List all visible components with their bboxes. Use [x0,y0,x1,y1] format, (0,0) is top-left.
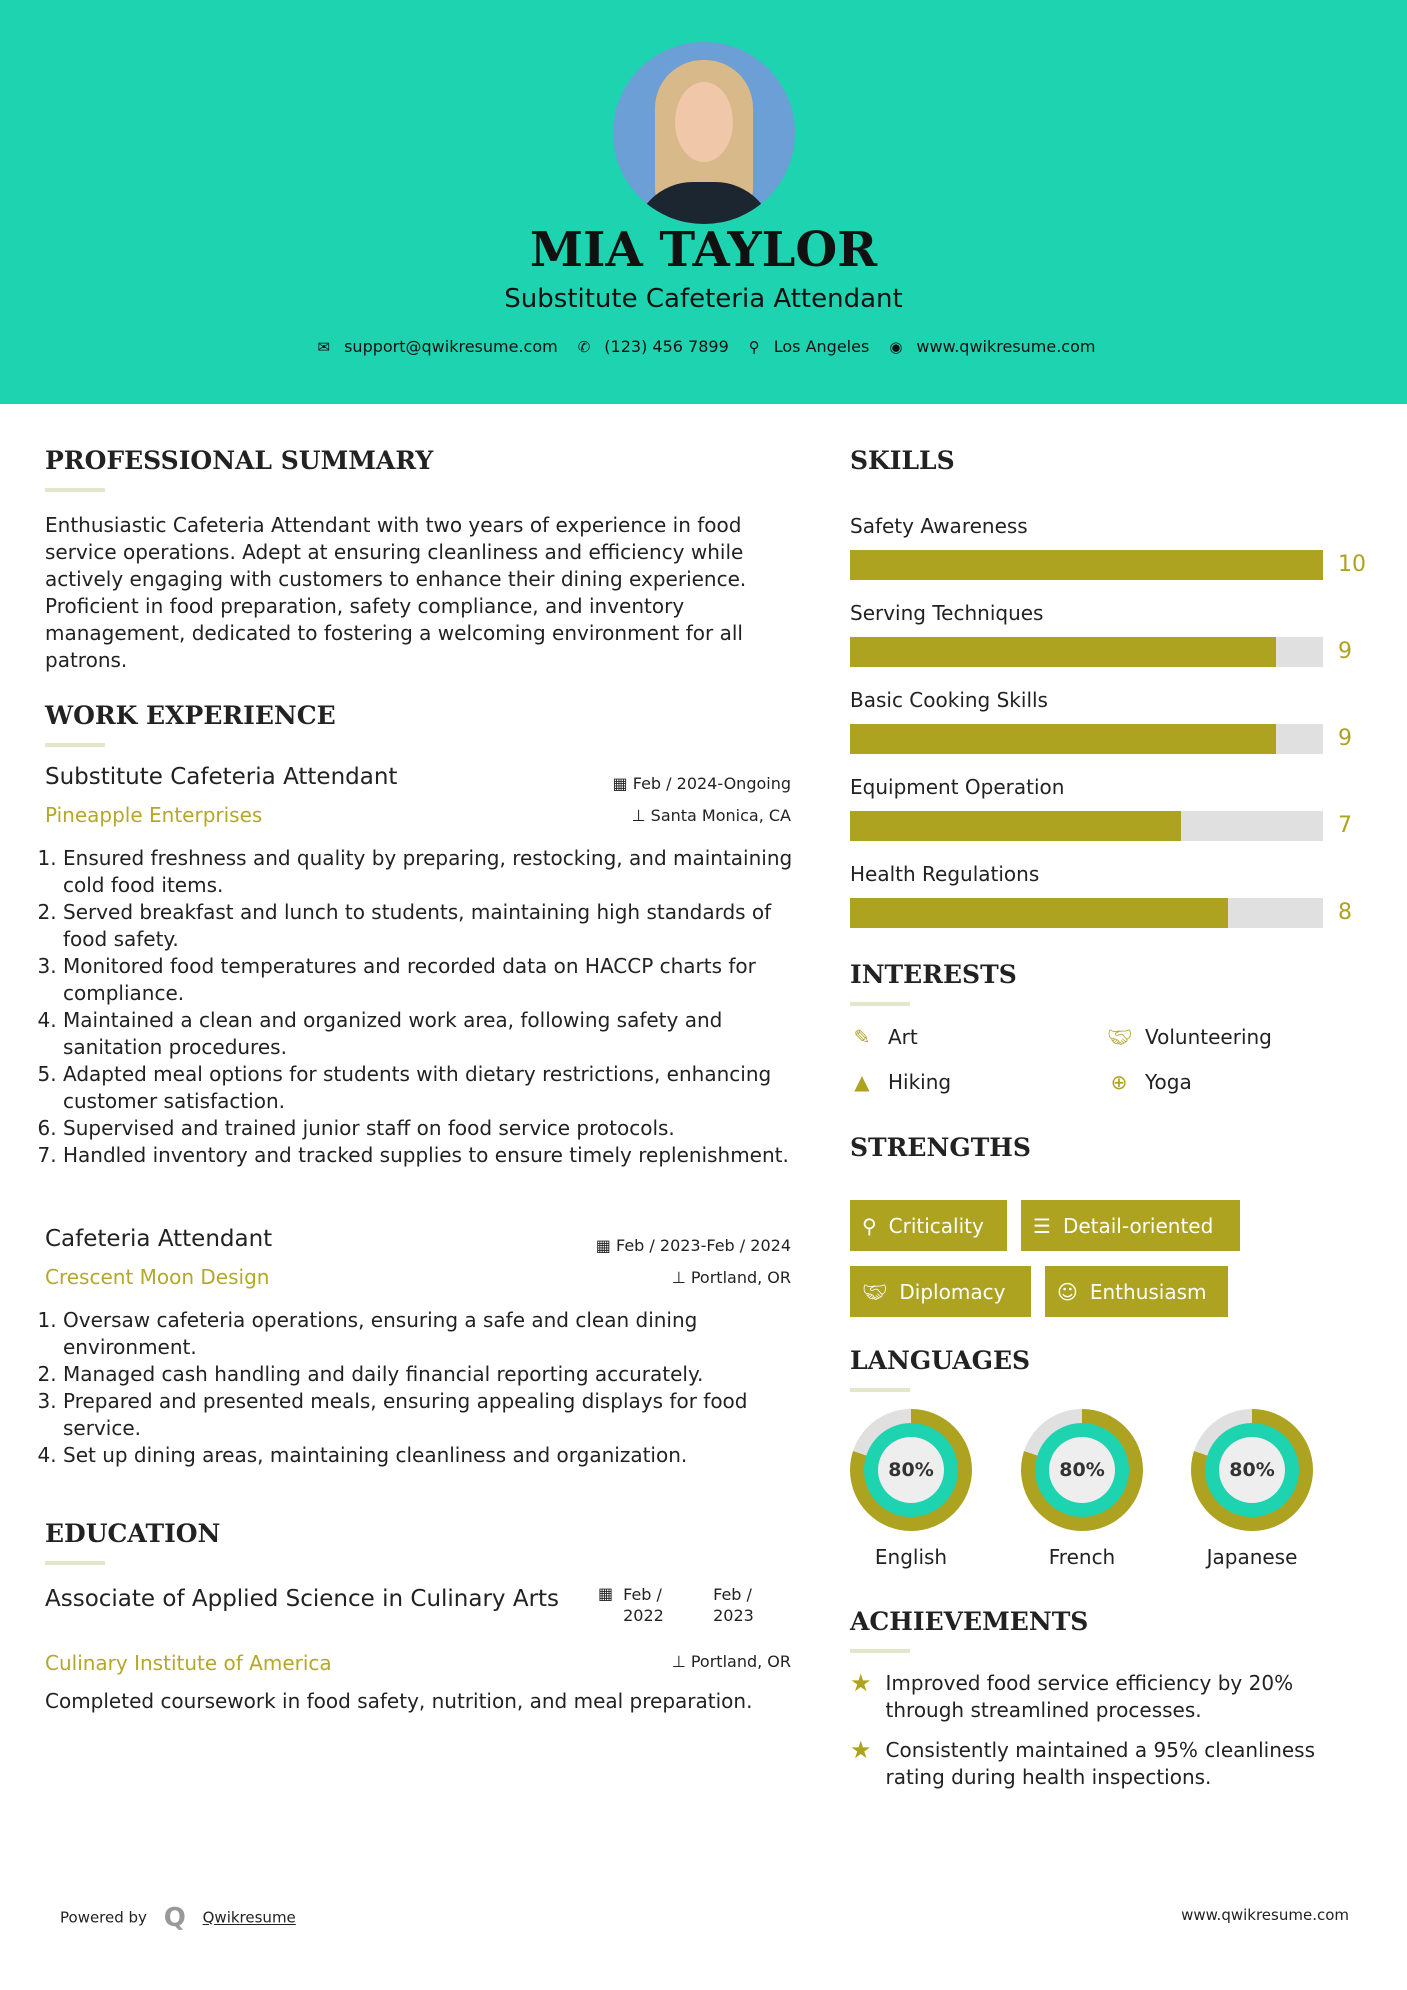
interest-hiking [850,1070,951,1094]
skill-bar [850,898,1323,928]
achievement-item [850,1737,1350,1791]
language-item [1191,1409,1313,1569]
skill-bar-fill [850,811,1181,841]
achievements-heading: ACHIEVEMENTS [850,1607,1089,1636]
map-marker-icon: ⚲ [748,337,760,356]
education-heading: EDUCATION [45,1519,221,1548]
calendar-icon: ▦ [612,774,633,793]
email[interactable]: support@qwikresume.com [344,337,558,356]
list-icon: ☰ [1033,1213,1051,1238]
skill-bar [850,637,1323,667]
skill-label: Basic Cooking Skills [850,688,1048,712]
strength-chip [850,1200,1007,1251]
language-name: Japanese [1206,1545,1298,1569]
bullet: 1. Ensured freshness and quality by preparing, restocking, and maintaining cold food items. [63,845,795,899]
skill-label: Safety Awareness [850,514,1028,538]
divider [850,1649,910,1653]
degree: Associate of Applied Science in Culinary Arts [45,1586,560,1612]
education-dates [598,1584,773,1626]
calendar-icon: ▦ [595,1236,616,1255]
strength-chip [850,1266,1031,1317]
phone: (123) 456 7899 [604,337,729,356]
language-donut [850,1409,972,1531]
language-name: French [1048,1545,1116,1569]
contact-bar [0,337,1407,356]
interest-label: Yoga [1145,1070,1192,1094]
divider [850,1002,910,1006]
end-date: Feb / 2023 [713,1585,754,1625]
start-date: Feb / 2022 [623,1585,664,1625]
school: Culinary Institute of America [45,1651,332,1675]
education-location: ⊥ Portland, OR [671,1652,791,1671]
skill-bar-fill [850,898,1228,928]
job-location: ⊥ Portland, OR [671,1268,791,1287]
interest-art [850,1025,918,1049]
bullet: 4. Maintained a clean and organized work area, following safety and sanitation procedures. [63,1007,795,1061]
company: Crescent Moon Design [45,1265,270,1289]
powered-by [60,1903,296,1933]
divider [45,743,105,747]
skill-bar [850,811,1323,841]
bullet: 2. Served breakfast and lunch to students, maintaining high standards of food safety. [63,899,795,953]
pin-icon: ⊥ [671,1268,691,1287]
interest-label: Art [888,1025,918,1049]
bullet: 4. Set up dining areas, maintaining cleanliness and organization. [63,1442,795,1469]
achievement-text: Consistently maintained a 95% cleanliness rating during health inspections. [885,1738,1316,1789]
interest-label: Volunteering [1145,1025,1272,1049]
skill-value: 8 [1338,900,1352,925]
pin-icon: ⊥ [631,806,651,825]
strength-label: Enthusiasm [1089,1279,1207,1304]
strength-chip [1045,1266,1228,1317]
skill-value: 9 [1338,639,1352,664]
bullet: 1. Oversaw cafeteria operations, ensuring a safe and clean dining environment. [63,1307,795,1361]
divider [850,1388,910,1392]
bullet: 5. Adapted meal options for students with dietary restrictions, enhancing customer satisfaction. [63,1061,795,1115]
powered-label: Powered by [60,1908,147,1927]
interest-volunteering [1107,1025,1272,1049]
education-desc: Completed coursework in food safety, nutrition, and meal preparation. [45,1689,753,1713]
search-icon: ⚲ [862,1213,877,1238]
lifebuoy-icon: ⊕ [1110,1070,1128,1094]
summary-heading: PROFESSIONAL SUMMARY [45,446,434,475]
strengths-heading: STRENGTHS [850,1133,1031,1162]
work-heading: WORK EXPERIENCE [45,701,336,730]
skill-label: Serving Techniques [850,601,1044,625]
language-item [1021,1409,1143,1569]
strength-label: Detail-oriented [1062,1213,1214,1238]
brand-link[interactable]: Qwikresume [202,1908,296,1927]
job-bullets [45,845,795,1169]
skill-bar [850,550,1323,580]
skill-label: Equipment Operation [850,775,1065,799]
handshake-icon: 🤝︎ [1107,1025,1133,1049]
pin-icon: ⊥ [671,1652,691,1671]
profile-photo [613,42,795,224]
skill-label: Health Regulations [850,862,1040,886]
summary-text: Enthusiastic Cafeteria Attendant with two years of experience in food service operations. Adept at ensuring cleanliness and efficiency while actively engaging with customers to enhance their dining experience. Proficient in food preparation, safety compliance, and inventory management, dedicated to fostering a welcoming environment for all patrons. [45,513,747,672]
divider [45,1561,105,1565]
handshake-icon: 🤝︎ [862,1279,888,1304]
job-dates: ▦ Feb / 2024-Ongoing [612,774,791,793]
language-donut [1021,1409,1143,1531]
paintbrush-icon: ✎ [853,1025,871,1049]
achievement-item [850,1670,1350,1724]
strength-label: Diplomacy [899,1279,1006,1304]
bullet: 6. Supervised and trained junior staff on food service protocols. [63,1115,795,1142]
language-percent: 80% [878,1437,944,1503]
bullet: 3. Monitored food temperatures and recorded data on HACCP charts for compliance. [63,953,795,1007]
job-title: Substitute Cafeteria Attendant [45,764,398,790]
footer-site[interactable]: www.qwikresume.com [1181,1906,1349,1924]
company: Pineapple Enterprises [45,803,263,827]
skill-value: 9 [1338,726,1352,751]
candidate-title: Substitute Cafeteria Attendant [504,284,903,314]
calendar-icon: ▦ [598,1584,614,1603]
tree-icon: ▲ [854,1070,870,1094]
interest-yoga [1107,1070,1192,1094]
achievement-text: Improved food service efficiency by 20% through streamlined processes. [885,1671,1294,1722]
skill-value: 7 [1338,813,1352,838]
language-percent: 80% [1049,1437,1115,1503]
languages-heading: LANGUAGES [850,1346,1031,1375]
language-name: English [874,1545,948,1569]
interest-label: Hiking [888,1070,952,1094]
interests-heading: INTERESTS [850,960,1017,989]
job-title: Cafeteria Attendant [45,1226,273,1252]
strength-label: Criticality [888,1213,984,1238]
globe-icon: ◉ [889,337,903,356]
job-dates: ▦ Feb / 2023-Feb / 2024 [595,1236,791,1255]
language-item [850,1409,972,1569]
website[interactable]: www.qwikresume.com [916,337,1096,356]
star-icon: ★ [850,1736,872,1764]
smile-icon: ☺ [1057,1279,1078,1304]
qwikresume-logo-icon: Q [163,1903,186,1933]
star-icon: ★ [850,1669,872,1697]
job-bullets [45,1307,795,1469]
skills-heading: SKILLS [850,446,955,475]
phone-icon: ✆ [577,337,591,356]
skill-bar [850,724,1323,754]
strength-chip [1021,1200,1240,1251]
language-percent: 80% [1219,1437,1285,1503]
skill-value: 10 [1338,552,1366,577]
location: Los Angeles [773,337,870,356]
envelope-icon: ✉ [317,337,331,356]
skill-bar-fill [850,724,1276,754]
candidate-name: MIA TAYLOR [529,222,878,278]
bullet: 3. Prepared and presented meals, ensuring appealing displays for food service. [63,1388,795,1442]
skill-bar-fill [850,637,1276,667]
skill-bar-fill [850,550,1323,580]
divider [45,488,105,492]
header [0,0,1407,404]
bullet: 2. Managed cash handling and daily financial reporting accurately. [63,1361,795,1388]
language-donut [1191,1409,1313,1531]
job-location: ⊥ Santa Monica, CA [631,806,791,825]
bullet: 7. Handled inventory and tracked supplies to ensure timely replenishment. [63,1142,795,1169]
